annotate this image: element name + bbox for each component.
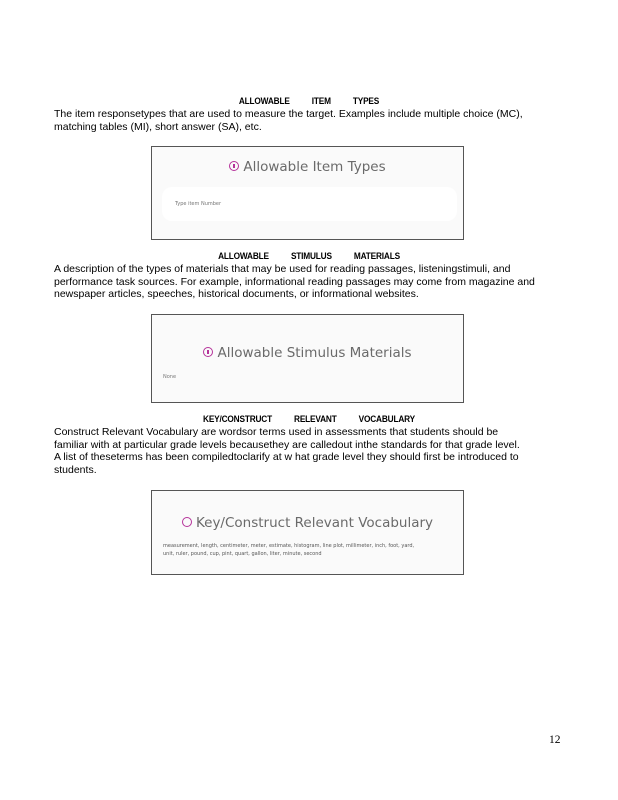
heading-word: STIMULUS: [290, 251, 332, 261]
paragraph-line: students.: [54, 463, 97, 476]
vocabulary-card: [151, 490, 464, 575]
page-number: 12: [549, 734, 561, 746]
heading-word: MATERIALS: [353, 251, 400, 261]
info-icon: [229, 161, 239, 171]
section-heading-vocabulary: [74, 414, 543, 424]
paragraph-line: A list of theseterms has been compiledtoclarify at w hat grade level they should first be introduced to: [54, 451, 519, 463]
circle-icon: [182, 517, 192, 527]
paragraph-stimulus-materials: [54, 263, 564, 301]
paragraph-line: performance task sources. For example, informational reading passages may come from magazine and: [54, 275, 535, 288]
card-title: Allowable Item Types: [152, 159, 463, 175]
heading-word: ITEM: [311, 96, 331, 106]
allowable-item-types-card: [151, 146, 464, 240]
paragraph-line: familiar with at particular grade levels becausethey are calledout inthe standards for that grade level.: [54, 438, 520, 451]
section-heading-stimulus-materials: [74, 251, 543, 261]
paragraph-line: matching tables (MI), short answer (SA), etc.: [54, 120, 262, 133]
info-icon: [203, 347, 213, 357]
vocabulary-line: unit, ruler, pound, cup, pint, quart, gallon, liter, minute, second: [163, 550, 322, 557]
field-placeholder: Type item Number: [175, 201, 222, 207]
paragraph-line: A description of the types of materials that may be used for reading passages, listeningstimuli, and: [54, 263, 511, 275]
paragraph-line: The item responsetypes that are used to measure the target. Examples include multiple choice (MC),: [54, 108, 523, 120]
paragraph-line: newspaper articles, speeches, historical documents, or informational websites.: [54, 288, 419, 300]
paragraph-item-types: [54, 108, 564, 133]
heading-word: VOCABULARY: [358, 414, 415, 424]
vocabulary-list: [163, 543, 455, 558]
paragraph-vocabulary: [54, 426, 564, 476]
item-number-field[interactable]: [162, 187, 457, 221]
stimulus-value: None: [163, 374, 177, 380]
heading-word: ALLOWABLE: [238, 96, 290, 106]
vocabulary-line: measurement, length, centimeter, meter, estimate, histogram, line plot, millimeter, inch, foot, yard,: [163, 543, 415, 549]
section-heading-item-types: [74, 96, 543, 106]
heading-word: KEY/CONSTRUCT: [203, 414, 272, 424]
card-title: Allowable Stimulus Materials: [152, 345, 463, 361]
heading-word: RELEVANT: [294, 414, 337, 424]
card-title: Key/Construct Relevant Vocabulary: [152, 515, 463, 531]
heading-word: TYPES: [352, 96, 380, 106]
allowable-stimulus-materials-card: [151, 314, 464, 403]
heading-word: ALLOWABLE: [218, 251, 269, 261]
paragraph-line: Construct Relevant Vocabulary are wordsor terms used in assessments that students should be: [54, 426, 499, 438]
